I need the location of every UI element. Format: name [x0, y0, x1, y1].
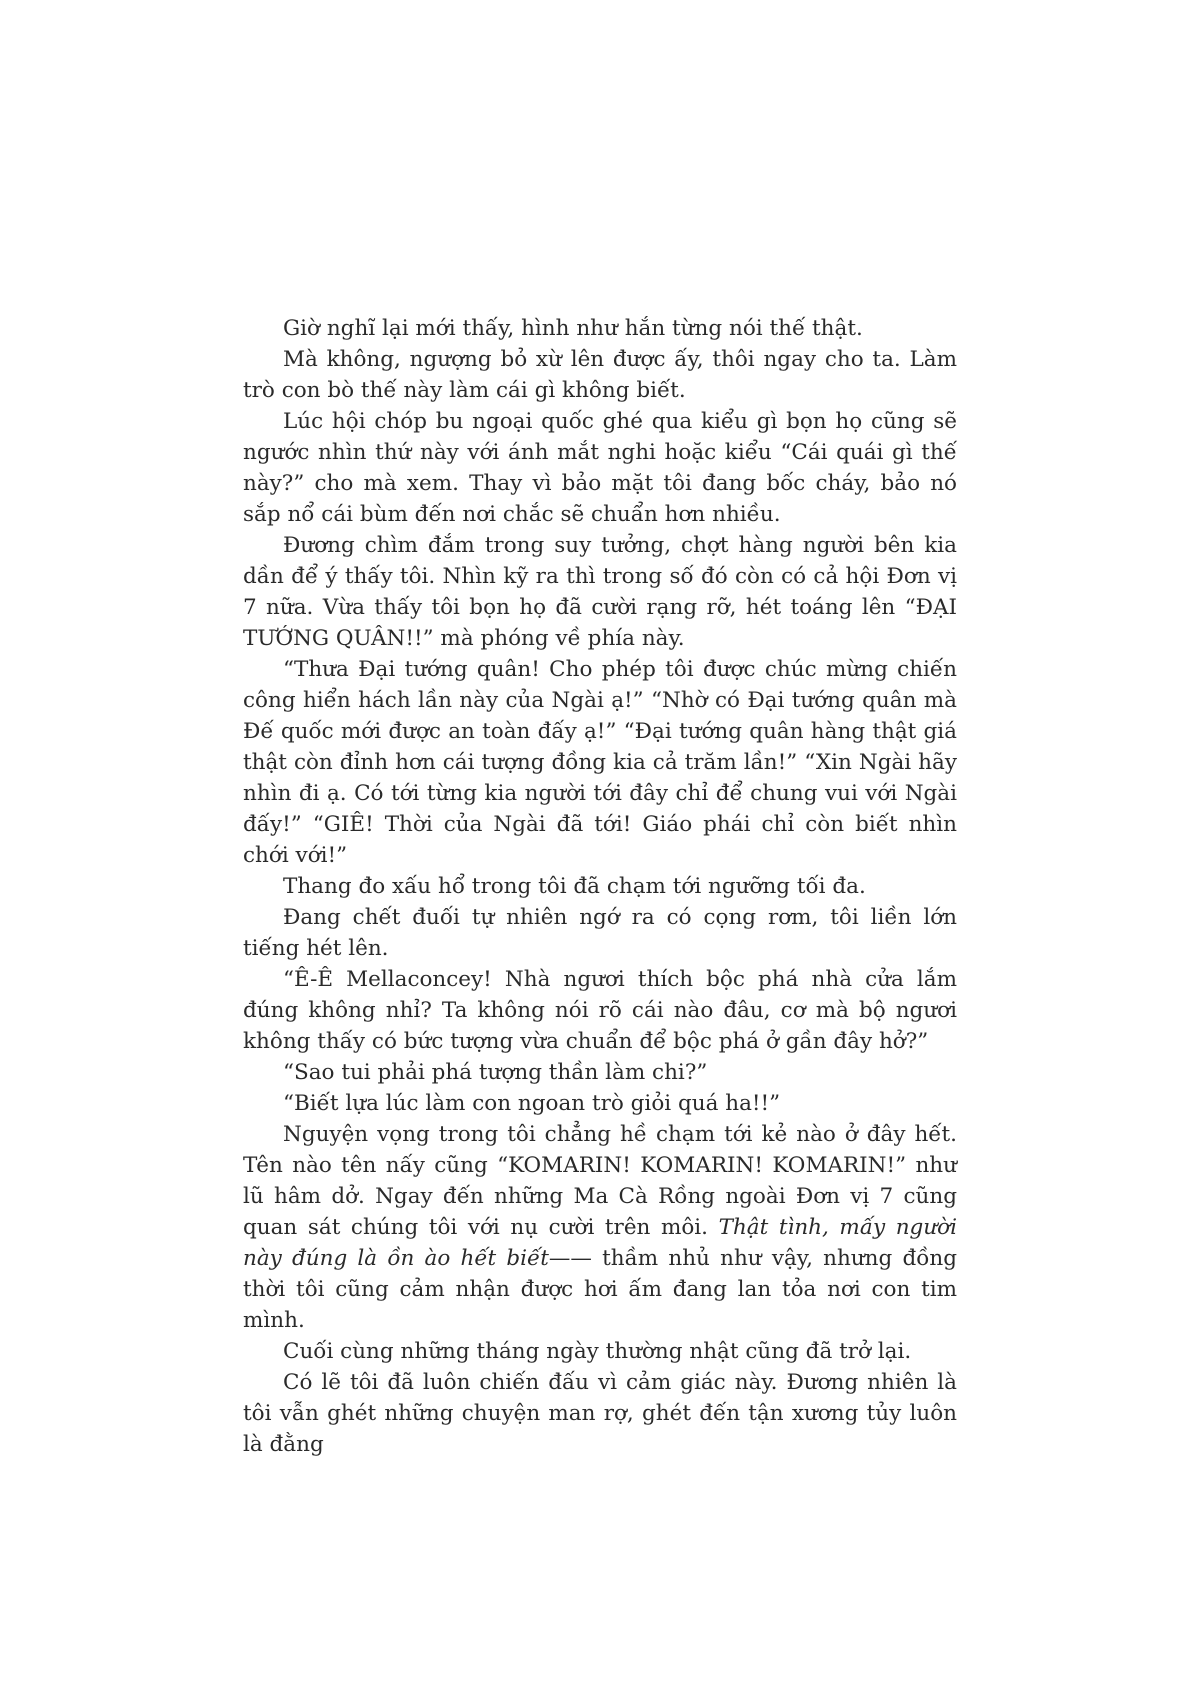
- paragraph-tail: —— thầm nhủ như vậy, nhưng đồng thời tôi cũng cảm nhận được hơi ấm đang lan tỏa nơi con tim mình.: [243, 1246, 957, 1333]
- paragraph-lead: Nguyện vọng trong tôi chẳng hề chạm tới kẻ nào ở đây hết. Tên nào tên nấy cũng “KOMARIN! KOMARIN! KOMARIN!” như lũ hâm dở. Ngay đến những Ma Cà Rồng ngoài Đơn vị 7 cũng quan sát chúng tôi với nụ cười trên môi.: [243, 1122, 957, 1240]
- paragraph: Đang chết đuối tự nhiên ngớ ra có cọng rơm, tôi liền lớn tiếng hét lên.: [243, 905, 957, 961]
- paragraph: Giờ nghĩ lại mới thấy, hình như hắn từng nói thế thật.: [283, 316, 863, 341]
- paragraph: Lúc hội chóp bu ngoại quốc ghé qua kiểu gì bọn họ cũng sẽ ngước nhìn thứ này với ánh mắt nghi hoặc kiểu “Cái quái gì thế này?” cho mà xem. Thay vì bảo mặt tôi đang bốc cháy, bảo nó sắp nổ cái bùm đến nơi chắc sẽ chuẩn hơn nhiều.: [243, 409, 957, 527]
- paragraph: “Ê-Ê Mellaconcey! Nhà ngươi thích bộc phá nhà cửa lắm đúng không nhỉ? Ta không nói rõ cái nào đâu, cơ mà bộ ngươi không thấy có bức tượng vừa chuẩn để bộc phá ở gần đây hở?”: [243, 967, 957, 1054]
- inner-thought-italic: Thật tình, mấy người này đúng là ồn ào hết biết: [243, 1215, 957, 1271]
- paragraph: Đương chìm đắm trong suy tưởng, chợt hàng người bên kia dần để ý thấy tôi. Nhìn kỹ ra thì trong số đó còn có cả hội Đơn vị 7 nữa. Vừa thấy tôi bọn họ đã cười rạng rỡ, hét toáng lên “ĐẠI TƯỚNG QUÂN!!” mà phóng về phía này.: [243, 533, 957, 651]
- paragraph: “Sao tui phải phá tượng thần làm chi?”: [283, 1060, 708, 1085]
- paragraph: Thang đo xấu hổ trong tôi đã chạm tới ngưỡng tối đa.: [283, 874, 866, 899]
- paragraph: “Thưa Đại tướng quân! Cho phép tôi được chúc mừng chiến công hiển hách lần này của Ngài ạ!” “Nhờ có Đại tướng quân mà Đế quốc mới được an toàn đấy ạ!” “Đại tướng quân hàng thật giá thật còn đỉnh hơn cái tượng đồng kia cả trăm lần!” “Xin Ngài hãy nhìn đi ạ. Có tới từng kia người tới đây chỉ để chung vui với Ngài đấy!” “GIÊ! Thời của Ngài đã tới! Giáo phái chỉ còn biết nhìn chới với!”: [243, 657, 957, 868]
- paragraph: “Biết lựa lúc làm con ngoan trò giỏi quá ha!!”: [283, 1091, 781, 1116]
- paragraph-mixed: [243, 1119, 957, 1336]
- paragraph: Cuối cùng những tháng ngày thường nhật cũng đã trở lại.: [283, 1339, 912, 1364]
- body-text: [243, 313, 957, 1460]
- paragraph: Mà không, ngượng bỏ xừ lên được ấy, thôi ngay cho ta. Làm trò con bò thế này làm cái gì không biết.: [243, 347, 957, 403]
- paragraph: Có lẽ tôi đã luôn chiến đấu vì cảm giác này. Đương nhiên là tôi vẫn ghét những chuyện man rợ, ghét đến tận xương tủy luôn là đằng: [243, 1370, 957, 1457]
